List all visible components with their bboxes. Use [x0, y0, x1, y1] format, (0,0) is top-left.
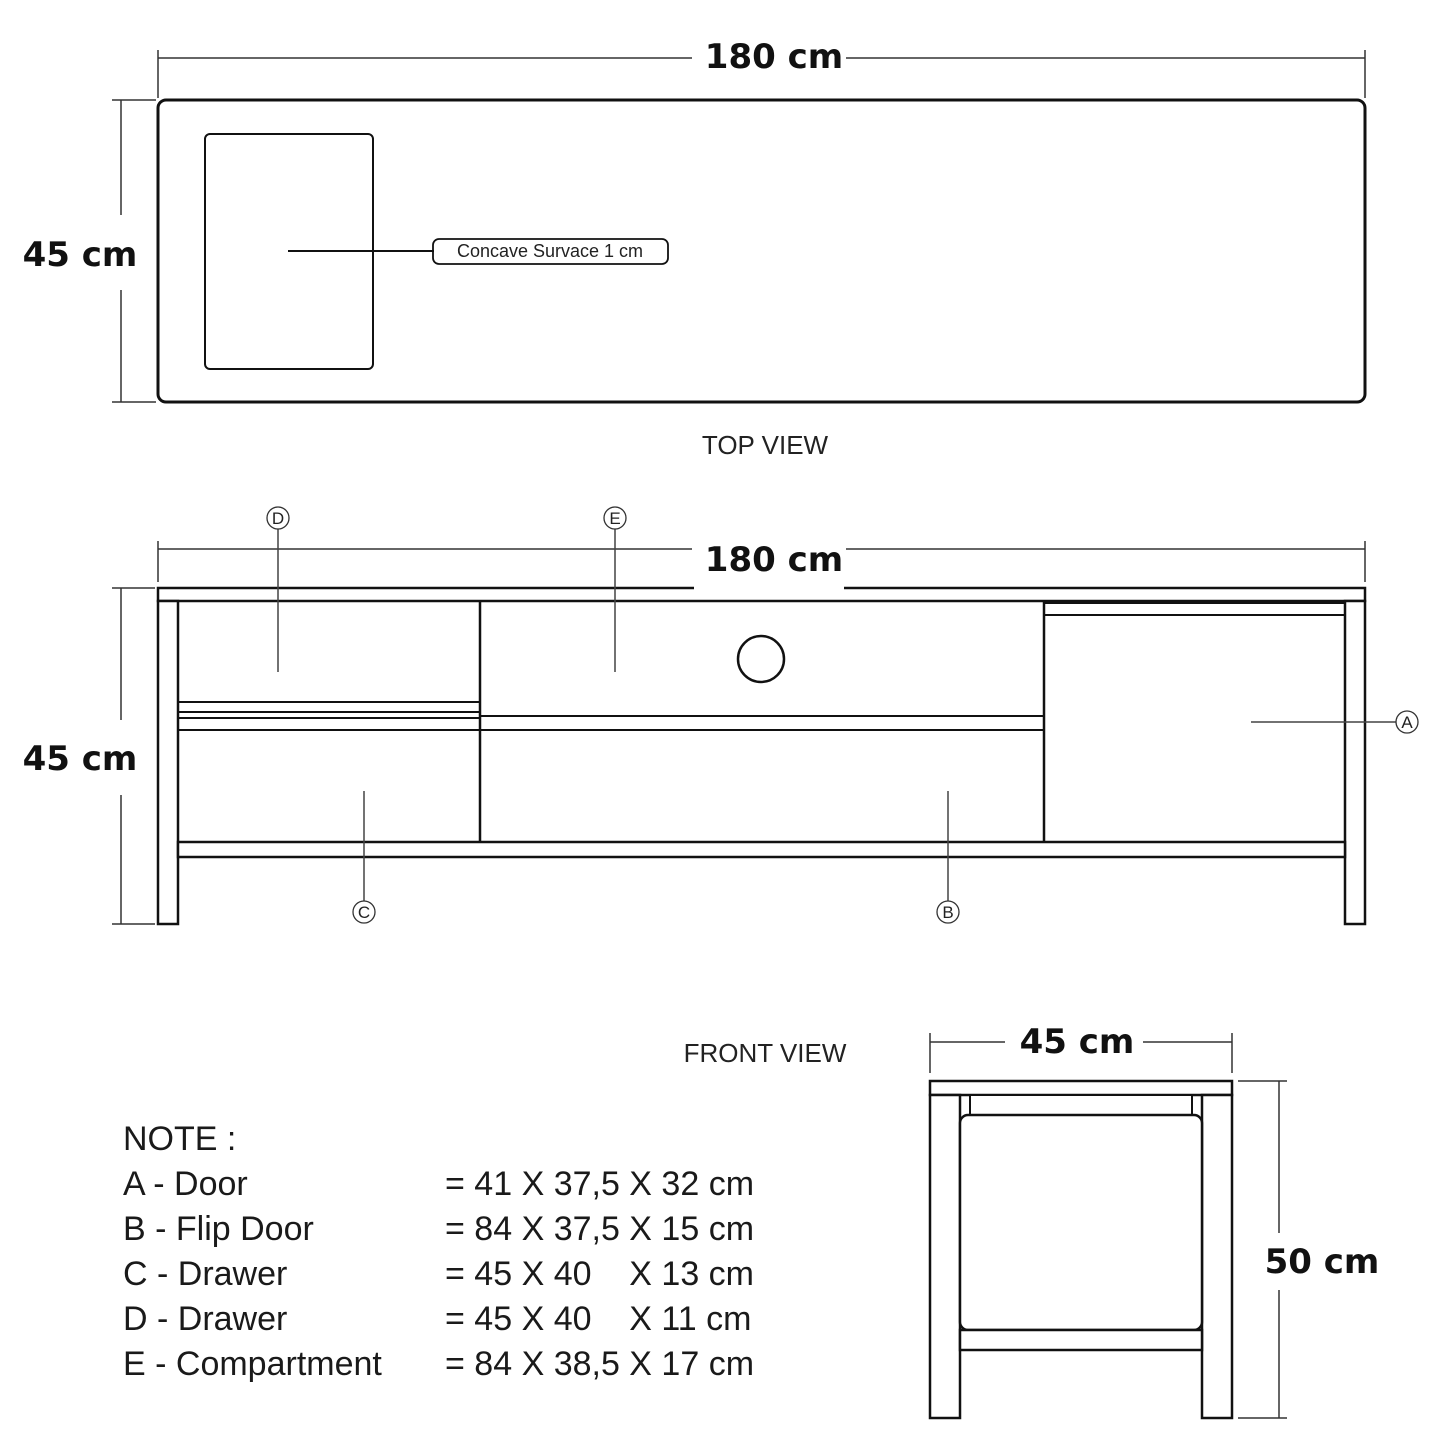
note-item-value: = 84 X 38,5 X 17 cm — [445, 1345, 755, 1383]
marker-a — [1251, 711, 1418, 733]
side-view — [930, 1022, 1379, 1418]
marker-a-label: A — [1401, 713, 1413, 732]
front-height-dimension — [23, 588, 155, 924]
marker-c-label: C — [357, 903, 371, 922]
side-height-label: 50 cm — [1264, 1242, 1380, 1282]
concave-callout — [288, 239, 668, 264]
note-item-value: = 84 X 37,5 X 15 cm — [445, 1210, 755, 1248]
marker-e-label: E — [609, 509, 621, 528]
note-item-value: = 45 X 40 X 13 cm — [445, 1255, 755, 1293]
note-item-label: B - Flip Door — [123, 1210, 314, 1248]
note-item-label: A - Door — [123, 1165, 248, 1203]
note-item-label: C - Drawer — [123, 1255, 288, 1293]
front-view — [23, 507, 1418, 1068]
concave-callout-label: Concave Survace 1 cm — [456, 241, 644, 261]
top-width-dimension — [158, 37, 1365, 98]
front-height-label: 45 cm — [22, 739, 138, 779]
note-item-label: D - Drawer — [123, 1300, 288, 1338]
note-title: NOTE : — [123, 1120, 237, 1158]
note-item-value: = 41 X 37,5 X 32 cm — [445, 1165, 755, 1203]
top-width-label: 180 cm — [704, 37, 844, 77]
note-item-value: = 45 X 40 X 11 cm — [445, 1300, 752, 1338]
front-view-caption: FRONT VIEW — [683, 1038, 847, 1068]
front-width-label: 180 cm — [704, 540, 844, 580]
note-item — [123, 1300, 751, 1338]
side-height-dimension — [1238, 1081, 1379, 1418]
cable-hole — [738, 636, 784, 682]
top-depth-dimension — [23, 100, 156, 402]
top-view-caption: TOP VIEW — [701, 430, 829, 460]
note-item — [123, 1345, 754, 1383]
cabinet-front — [158, 584, 1365, 924]
marker-b-label: B — [942, 903, 954, 922]
note-item — [123, 1255, 754, 1293]
note-block — [123, 1120, 754, 1383]
front-width-dimension — [158, 540, 1365, 582]
side-width-label: 45 cm — [1019, 1022, 1135, 1062]
side-width-dimension — [930, 1022, 1232, 1073]
top-depth-label: 45 cm — [22, 235, 138, 275]
top-view — [23, 37, 1365, 460]
marker-d-label: D — [271, 509, 285, 528]
note-item-label: E - Compartment — [123, 1345, 382, 1383]
note-item — [123, 1165, 754, 1203]
cabinet-side — [930, 1081, 1232, 1418]
note-item — [123, 1210, 754, 1248]
